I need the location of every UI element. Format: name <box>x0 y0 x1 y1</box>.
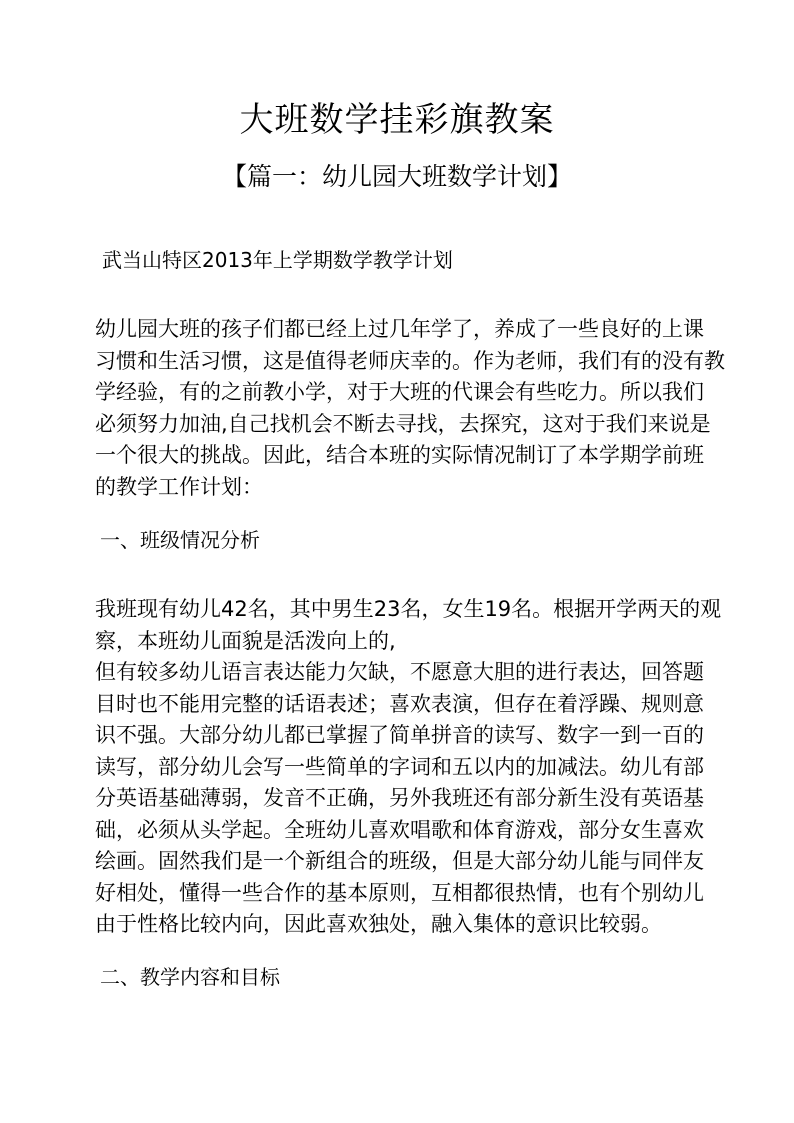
analysis-line: 识不强。大部分幼儿都已掌握了简单拼音的读写、数字一到一百的 <box>95 723 704 747</box>
document-title: 大班数学挂彩旗教案 <box>239 100 555 140</box>
analysis-line: 由于性格比较内向，因此喜欢独处，融入集体的意识比较弱。 <box>95 912 662 936</box>
analysis-line: 好相处，懂得一些合作的基本原则，互相都很热情，也有个别幼儿 <box>95 880 704 905</box>
analysis-line: 分英语基础薄弱，发音不正确，另外我班还有部分新生没有英语基 <box>95 786 704 810</box>
class-analysis-paragraph <box>95 594 722 941</box>
intro-line: 习惯和生活习惯，这是值得老师庆幸的。作为老师，我们有的没有教 <box>95 348 725 373</box>
intro-line: 必须努力加油,自己找机会不断去寻找，去探究，这对于我们来说是 <box>95 411 711 436</box>
analysis-line: 察，本班幼儿面貌是活泼向上的, <box>95 628 396 653</box>
analysis-line: 础，必须从头学起。全班幼儿喜欢唱歌和体育游戏，部分女生喜欢 <box>95 817 704 842</box>
analysis-line: 绘画。固然我们是一个新组合的班级，但是大部分幼儿能与同伴友 <box>95 849 704 873</box>
section2-heading: 二、教学内容和目标 <box>100 965 280 989</box>
analysis-line: 目时也不能用完整的话语表述；喜欢表演，但存在着浮躁、规则意 <box>95 691 704 716</box>
intro-line: 学经验，有的之前教小学，对于大班的代课会有些吃力。所以我们 <box>95 380 704 404</box>
intro-line: 幼儿园大班的孩子们都已经上过几年学了，养成了一些良好的上课 <box>95 317 704 341</box>
analysis-line: 读写，部分幼儿会写一些简单的字词和五以内的加减法。幼儿有部 <box>95 754 704 779</box>
intro-paragraph <box>95 314 725 503</box>
document-subtitle: 【篇一：幼儿园大班数学计划】 <box>221 162 572 191</box>
section1-heading: 一、班级情况分析 <box>100 528 260 552</box>
analysis-line: 但有较多幼儿语言表达能力欠缺，不愿意大胆的进行表达，回答题 <box>95 660 704 684</box>
plan-heading: 武当山特区2013年上学期数学教学计划 <box>102 248 453 272</box>
intro-line: 一个很大的挑战。因此，结合本班的实际情况制订了本学期学前班 <box>95 443 704 467</box>
analysis-line: 我班现有幼儿42名，其中男生23名，女生19名。根据开学两天的观 <box>95 597 722 621</box>
intro-line: 的教学工作计划： <box>95 474 263 499</box>
